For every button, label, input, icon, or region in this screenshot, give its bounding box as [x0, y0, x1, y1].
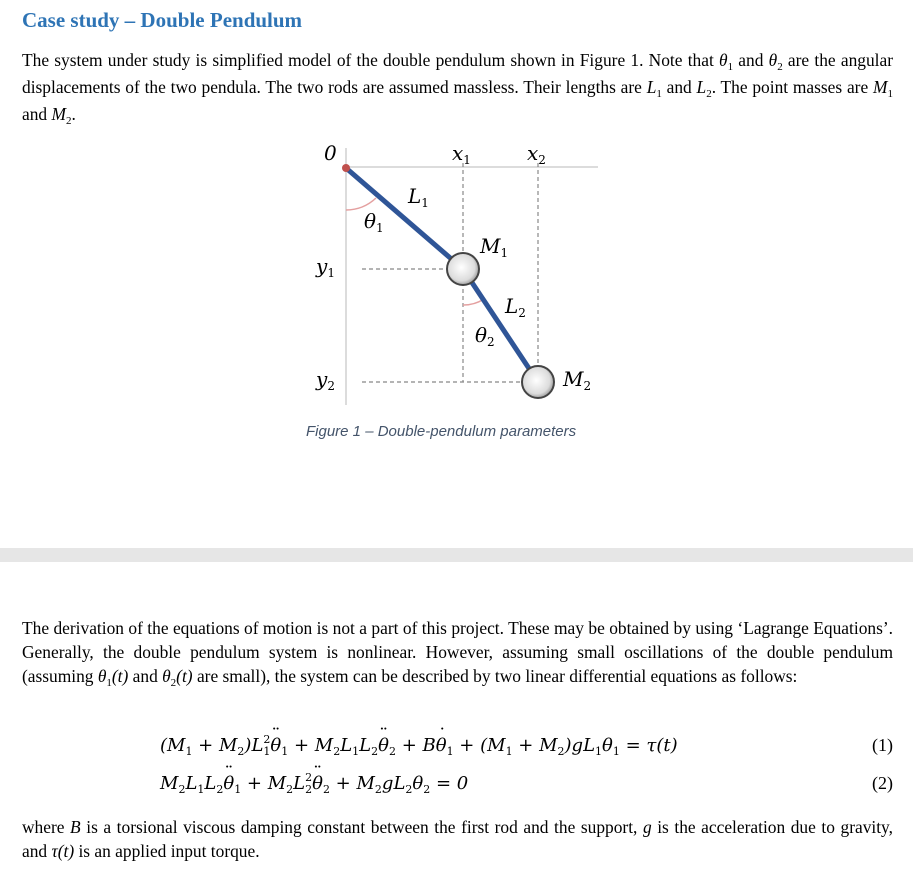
theta2-label: $\theta_2$ [475, 323, 495, 349]
equation-1-number: (1) [872, 735, 893, 755]
y1-label: $y_1$ [316, 254, 335, 280]
M1-label: $M_1$ [480, 234, 509, 260]
mass-2 [522, 366, 554, 398]
y2-label: $y_2$ [316, 367, 335, 393]
origin-label: 0 [324, 141, 337, 165]
equation-1: ($M_1$ + $M_2)L^2_1¨$ $\theta_1$ + $M_2L_1L_2¨$ $\theta_2$ + B˙ $\theta_1 + (M_1 + M_2)gL_1\theta_1 = \tau(t)$ [160, 735, 678, 756]
L2-label: $L_2$ [505, 294, 526, 320]
theta1-label: $\theta_1$ [364, 209, 384, 235]
intro-paragraph: The system under study is simplified model of the double pendulum shown in Figure 1. Note that $\theta_1$ and $\theta_2$ are the angular displacements of the two pendula. The two rods are assumed massless. Their lengths are $L_1$ and $L_2$. The point masses are $M_1$ and $M_2$. [22, 50, 893, 127]
page-title: Case study – Double Pendulum [22, 8, 303, 32]
double-pendulum-figure [300, 135, 620, 415]
definitions-paragraph: where B is a torsional viscous damping constant between the first rod and the support, g is the acceleration due to gravity, and τ(t) is an applied input torque. [22, 817, 893, 861]
mass-1 [447, 253, 479, 285]
x2-label: $x_2$ [527, 141, 546, 167]
page-separator [0, 548, 913, 562]
equation-2-number: (2) [872, 773, 893, 793]
figure-caption: Figure 1 – Double-pendulum parameters [306, 423, 577, 440]
equation-2: $M_2L_1L_2¨$ $\theta_1$ + $M_2L^2_2¨$ $\theta_2 + M_2gL_2\theta_2 = 0$ [160, 773, 468, 794]
x1-label: $x_1$ [452, 141, 471, 167]
L1-label: $L_1$ [408, 184, 429, 210]
M2-label: $M_2$ [563, 367, 592, 393]
pivot-point [342, 164, 350, 172]
derivation-paragraph: The derivation of the equations of motion is not a part of this project. These may be obtained by using ‘Lagrange Equations’. Generally, the double pendulum system is nonlinear. However, assuming small oscillations of the double pendulum (assuming $\theta_1(t)$ and $\theta_2(t)$ are small), the system can be described by two linear differential equations as follows: [22, 618, 893, 689]
